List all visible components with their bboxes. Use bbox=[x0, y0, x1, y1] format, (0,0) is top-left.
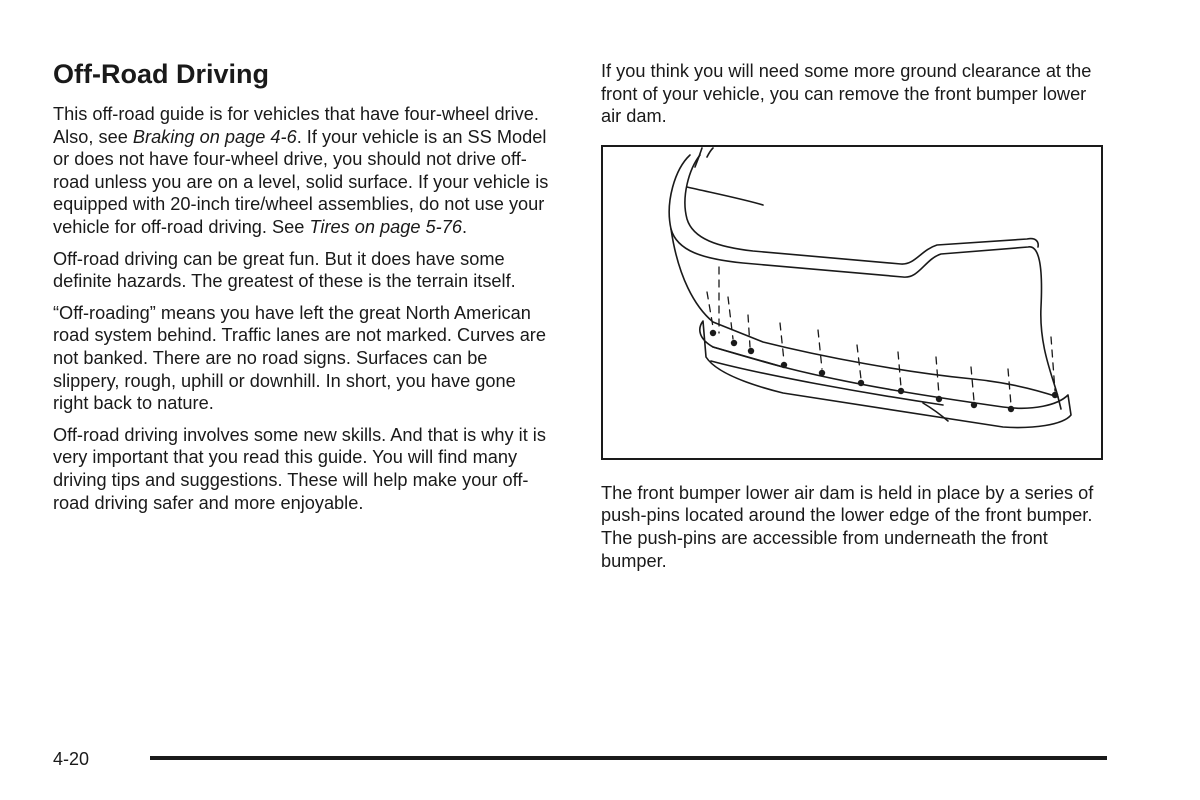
bumper-figure bbox=[601, 145, 1103, 460]
paragraph-ground-clearance: If you think you will need some more ground clearance at the front of your vehicle, you can remove the front bumper lower air dam. bbox=[601, 61, 1092, 127]
tires-page-reference: Tires on page 5-76 bbox=[309, 216, 462, 237]
paragraph-intro-text-1: This off-road guide is for vehicles that have four-wheel drive. Also, see bbox=[53, 104, 539, 147]
left-column bbox=[53, 58, 553, 523]
paragraph-push-pins: The front bumper lower air dam is held in place by a series of push-pins located around the lower edge of the front bumper. The push-pins are accessible from underneath the front bumper. bbox=[601, 482, 1094, 571]
right-column bbox=[601, 60, 1111, 581]
page-title: Off-Road Driving bbox=[53, 59, 269, 89]
page-number: 4-20 bbox=[53, 749, 90, 769]
paragraph-intro-text-2: . If your vehicle is an SS Model or does not have four-wheel drive, you should not drive off-road unless you are on a level, solid surface. If your vehicle is equipped with 20-inch tire/wheel assemblies, do not use your vehicle for off-road driving. See bbox=[53, 126, 549, 237]
paragraph-off-roading: “Off-roading” means you have left the great North American road system behind. Traffic lanes are not marked. Curves are not banked. There are no road signs. Surfaces can be slippery, rough, uphill or downhill. In short, you have gone right back to nature. bbox=[53, 302, 546, 414]
paragraph-intro-text-3: . bbox=[461, 216, 468, 237]
paragraph-intro bbox=[53, 103, 553, 239]
paragraph-new-skills: Off-road driving involves some new skills. And that is why it is very important that you read this guide. You will find many driving tips and suggestions. These will help make your off-road driving safer and more enjoyable. bbox=[53, 424, 546, 513]
front-bumper-air-dam-illustration bbox=[603, 147, 1101, 458]
footer-rule bbox=[150, 756, 1107, 760]
paragraph-fun-hazards: Off-road driving can be great fun. But it does have some definite hazards. The greatest of these is the terrain itself. bbox=[53, 248, 516, 292]
braking-page-reference: Braking on page 4-6 bbox=[132, 126, 297, 147]
